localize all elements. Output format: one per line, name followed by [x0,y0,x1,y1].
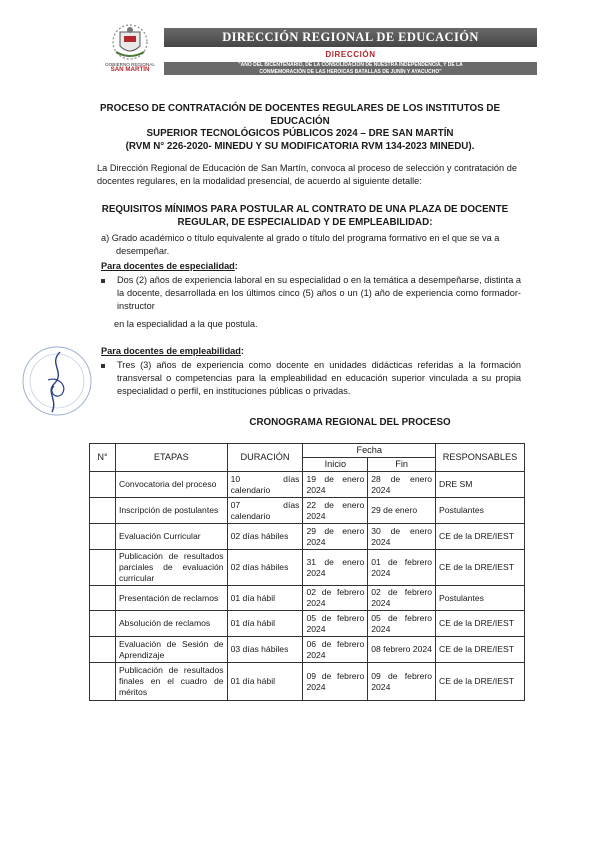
requirements-title [100,204,510,229]
table-row [90,586,525,611]
cell-etapa: Evaluación de Sesión de Aprendizaje [115,637,227,663]
cell-num [90,524,116,550]
logo-title: SAN MARTÍN [110,66,150,73]
specialty-bullet-continuation: en la especialidad a la que postula. [114,319,258,329]
cell-fin: 09 de febrero 2024 [368,663,436,701]
coat-of-arms-icon [108,22,152,62]
cell-duracion: 01 día hábil [227,586,303,611]
employability-bullet [101,359,521,398]
bullet-square-icon [101,279,105,283]
cell-duracion: 10 días calendario [227,472,303,498]
header-responsables: RESPONSABLES [436,444,525,472]
schedule-title: CRONOGRAMA REGIONAL DEL PROCESO [249,417,451,428]
cell-inicio: 31 de enero 2024 [303,550,368,586]
cell-fin: 01 de febrero 2024 [368,550,436,586]
cell-responsable: DRE SM [436,472,525,498]
cell-fin: 29 de enero [368,498,436,524]
cell-inicio: 02 de febrero 2024 [303,586,368,611]
table-row [90,524,525,550]
cell-fin: 08 febrero 2024 [368,637,436,663]
table-row [90,498,525,524]
cell-responsable: Postulantes [436,498,525,524]
document-title [90,103,510,153]
table-row [90,637,525,663]
year-motto-line2: CONMEMORACIÓN DE LAS HEROICAS BATALLAS DE JUNÍN Y AYACUCHO" [259,68,442,75]
intro-paragraph: La Dirección Regional de Educación de San Martín, convoca al proceso de selección y contratación de docentes regulares, en la modalidad presencial, de acuerdo al siguiente detalle: [97,163,517,186]
cell-num [90,586,116,611]
title-line2: SUPERIOR TECNOLÓGICOS PÚBLICOS 2024 – DRE SAN MARTÍN [146,128,454,139]
header-fin: Fin [368,458,436,472]
table-row [90,663,525,701]
table-header-row [90,444,525,458]
cell-etapa: Presentación de reclamos [115,586,227,611]
cell-inicio: 05 de febrero 2024 [303,611,368,637]
requirement-a-line1: a) Grado académico o título equivalente al grado o título del programa formativo en el que se va a [101,233,500,243]
cell-duracion: 01 día hábil [227,611,303,637]
cell-responsable: CE de la DRE/IEST [436,663,525,701]
cell-inicio: 19 de enero 2024 [303,472,368,498]
banner-subtitle: DIRECCIÓN [325,50,376,59]
specialty-bullet [101,274,521,313]
cell-etapa: Publicación de resultados parciales de evaluación curricular [115,550,227,586]
cell-etapa: Inscripción de postulantes [115,498,227,524]
cell-duracion: 03 días hábiles [227,637,303,663]
official-seal-signature [18,342,96,420]
cell-duracion: 07 días calendario [227,498,303,524]
employability-heading: Para docentes de empleabilidad: [101,346,244,356]
banner-title: DIRECCIÓN REGIONAL DE EDUCACIÓN [164,28,537,47]
header-num: N° [90,444,116,472]
specialty-heading: Para docentes de especialidad: [101,261,238,271]
logo-caption: GOBIERNO REGIONAL [105,62,155,67]
cell-fin: 30 de enero 2024 [368,524,436,550]
cell-inicio: 09 de febrero 2024 [303,663,368,701]
cell-etapa: Publicación de resultados finales en el cuadro de méritos [115,663,227,701]
cell-etapa: Convocatoria del proceso [115,472,227,498]
cell-inicio: 22 de enero 2024 [303,498,368,524]
specialty-bullet-text: Dos (2) años de experiencia laboral en su especialidad o en la temática a desempeñarse, distinta a la docente, desarrollada en los últimos cinco (5) años o un (1) año de experiencia como formador-instructor [117,275,521,311]
cell-duracion: 01 día hábil [227,663,303,701]
header-inicio: Inicio [303,458,368,472]
regional-government-logo [100,22,160,78]
cell-fin: 28 de enero 2024 [368,472,436,498]
table-row [90,611,525,637]
cell-responsable: CE de la DRE/IEST [436,524,525,550]
schedule-table [89,443,525,701]
cell-fin: 05 de febrero 2024 [368,611,436,637]
requirement-a [101,232,521,258]
cell-inicio: 29 de enero 2024 [303,524,368,550]
requirements-title-line2: REGULAR, DE ESPECIALIDAD Y DE EMPLEABILIDAD: [177,216,433,228]
employability-bullet-text: Tres (3) años de experiencia como docente en unidades didácticas referidas a la formación transversal o competencias para la empleabilidad en educación superior vinculada a su propia especialidad o perfil, en instituciones públicas o privadas. [117,360,521,396]
cell-num [90,637,116,663]
header-etapas: ETAPAS [115,444,227,472]
cell-num [90,498,116,524]
cell-inicio: 06 de febrero 2024 [303,637,368,663]
cell-num [90,472,116,498]
cell-etapa: Evaluación Curricular [115,524,227,550]
bullet-square-icon [101,364,105,368]
cell-responsable: CE de la DRE/IEST [436,550,525,586]
table-row [90,550,525,586]
header-duracion: DURACIÓN [227,444,303,472]
title-line1: PROCESO DE CONTRATACIÓN DE DOCENTES REGULARES DE LOS INSTITUTOS DE EDUCACIÓN [99,103,501,127]
cell-etapa: Absolución de reclamos [115,611,227,637]
cell-duracion: 02 días hábiles [227,524,303,550]
requirement-a-line2: desempeñar. [116,246,170,256]
cell-responsable: CE de la DRE/IEST [436,611,525,637]
cell-num [90,611,116,637]
header-fecha: Fecha [303,444,436,458]
cell-fin: 02 de febrero 2024 [368,586,436,611]
cell-responsable: CE de la DRE/IEST [436,637,525,663]
requirements-title-line1: REQUISITOS MÍNIMOS PARA POSTULAR AL CONTRATO DE UNA PLAZA DE DOCENTE [101,204,509,215]
table-row [90,472,525,498]
cell-responsable: Postulantes [436,586,525,611]
cell-duracion: 02 días hábiles [227,550,303,586]
employability-heading-text: Para docentes de empleabilidad [101,346,241,356]
cell-num [90,663,116,701]
specialty-heading-text: Para docentes de especialidad [101,261,235,271]
year-motto [164,62,537,75]
year-motto-line1: "AÑO DEL BICENTENARIO, DE LA CONSOLIDACIÓN DE NUESTRA INDEPENDENCIA, Y DE LA [238,62,463,68]
title-line3: (RVM N° 226-2020- MINEDU Y SU MODIFICATORIA RVM 134-2023 MINEDU). [125,140,475,152]
cell-num [90,550,116,586]
